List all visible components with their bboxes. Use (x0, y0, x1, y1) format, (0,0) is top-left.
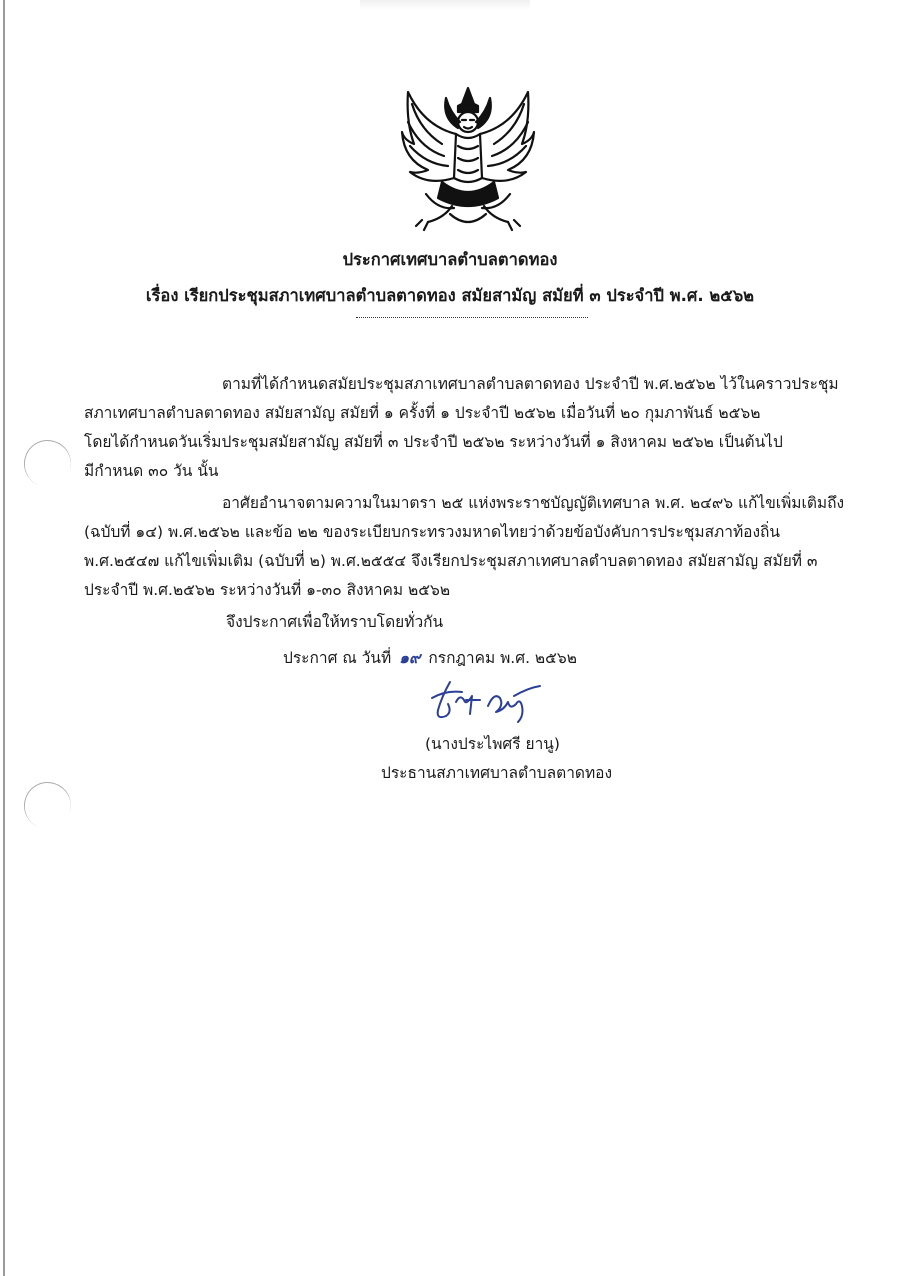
body-text-line: อาศัยอำนาจตามความในมาตรา ๒๕ แห่งพระราชบัญญัติเทศบาล พ.ศ. ๒๔๙๖ แก้ไขเพิ่มเติมถึง (222, 494, 845, 512)
scan-edge (3, 0, 5, 1276)
body-text-line: (ฉบับที่ ๑๔) พ.ศ.๒๕๖๒ และข้อ ๒๒ ของระเบียบกระทรวงมหาดไทยว่าด้วยข้อบังคับการประชุมสภาท้องถิ่น (84, 523, 781, 541)
signer-name: (นางประไพศรี ยานู) (425, 735, 560, 753)
signer-position: ประธานสภาเทศบาลตำบลตาดทอง (381, 764, 613, 782)
announcement-subject: เรื่อง เรียกประชุมสภาเทศบาลตำบลตาดทอง สมัยสามัญ สมัยที่ ๓ ประจำปี พ.ศ. ๒๕๖๒ (145, 286, 755, 305)
dotted-divider (356, 317, 588, 318)
body-text-line: พ.ศ.๒๕๔๗ แก้ไขเพิ่มเติม (ฉบับที่ ๒) พ.ศ.๒๕๕๔ จึงเรียกประชุมสภาเทศบาลตำบลตาดทอง สมัยสามัญ สมัยที่ ๓ (84, 552, 818, 570)
body-text-line: ประจำปี พ.ศ.๒๕๖๒ ระหว่างวันที่ ๑-๓๐ สิงหาคม ๒๕๖๒ (84, 581, 451, 599)
garuda-emblem (398, 82, 538, 232)
announcement-title: ประกาศเทศบาลตำบลตาดทอง (342, 250, 558, 269)
body-text-line: มีกำหนด ๓๐ วัน นั้น (84, 462, 219, 480)
dateline (283, 648, 577, 668)
body-text-line: ตามที่ได้กำหนดสมัยประชุมสภาเทศบาลตำบลตาดทอง ประจำปี พ.ศ.๒๕๖๒ ไว้ในคราวประชุม (222, 375, 839, 393)
scan-smudge (360, 0, 530, 10)
punch-hole-mark (17, 775, 77, 835)
punch-hole-mark (17, 433, 77, 493)
closing-text: จึงประกาศเพื่อให้ทราบโดยทั่วกัน (226, 613, 444, 631)
body-text-line: สภาเทศบาลตำบลตาดทอง สมัยสามัญ สมัยที่ ๑ ครั้งที่ ๑ ประจำปี ๒๕๖๒ เมื่อวันที่ ๒๐ กุมภาพันธ์ ๒๕๖๒ (84, 404, 761, 422)
dateline-day-handwritten: ๑๙ (399, 649, 421, 667)
dateline-prefix: ประกาศ ณ วันที่ (283, 649, 392, 667)
body-text-line: โดยได้กำหนดวันเริ่มประชุมสมัยสามัญ สมัยที่ ๓ ประจำปี ๒๕๖๒ ระหว่างวันที่ ๑ สิงหาคม ๒๕๖๒ เป็นต้นไป (84, 433, 783, 451)
signature-image (428, 676, 543, 726)
dateline-suffix: กรกฎาคม พ.ศ. ๒๕๖๒ (428, 649, 577, 667)
